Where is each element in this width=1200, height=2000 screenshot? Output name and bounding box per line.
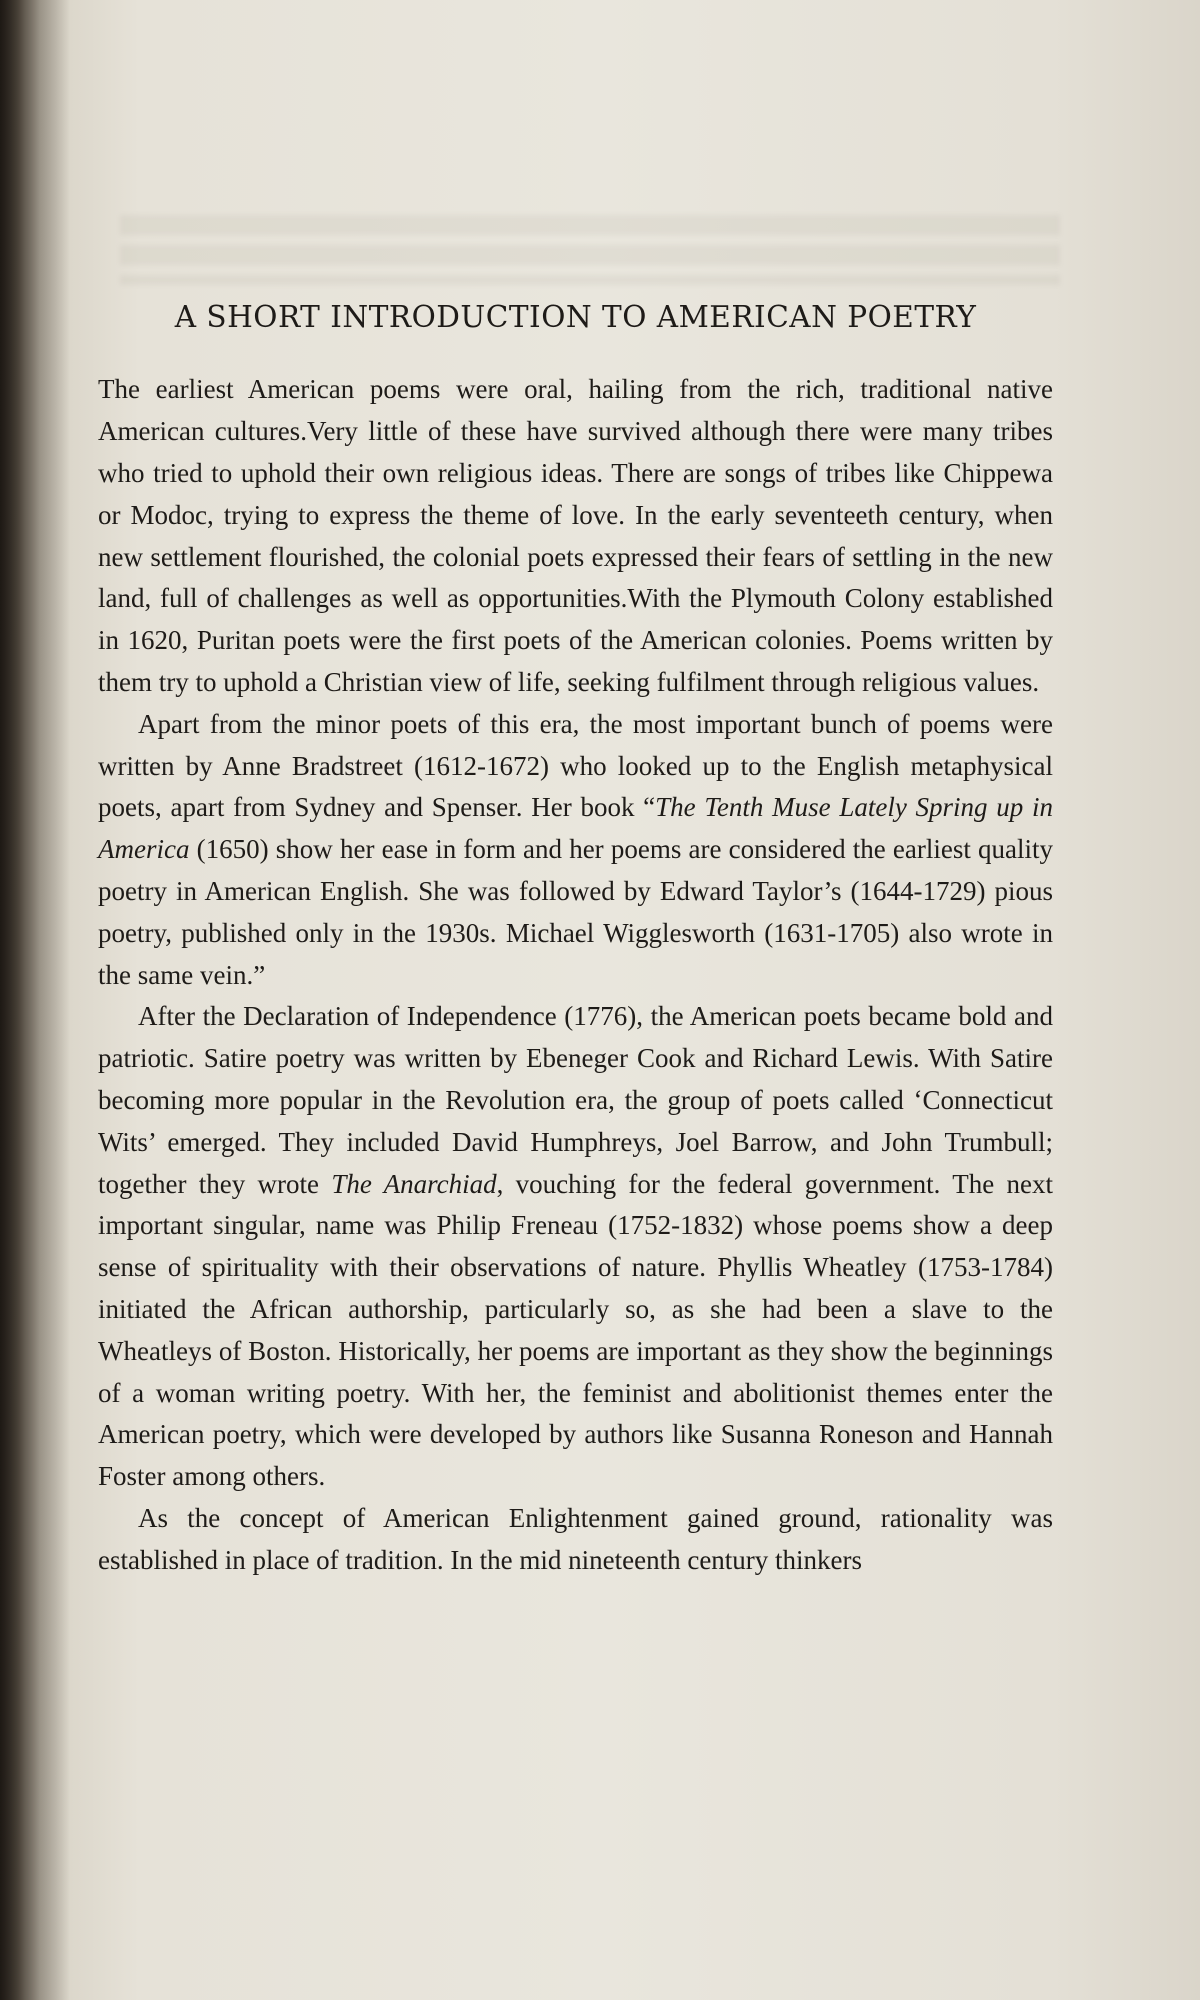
book-page xyxy=(98,300,1053,1582)
paragraph-2 xyxy=(98,704,1053,997)
chapter-heading: A SHORT INTRODUCTION TO AMERICAN POETRY xyxy=(174,300,977,334)
paragraph-1-text: The earliest American poems were oral, hailing from the rich, traditional native American cultures.Very little of these have survived although there were many tribes who tried to uphold their own religious ideas. There are songs of tribes like Chippewa or Modoc, trying to express the theme of love. In the early seventeeth century, when new settlement flourished, the colonial poets expressed their fears of settling in the new land, full of challenges as well as opportunities.With the Plymouth Colony established in 1620, Puritan poets were the first poets of the American colonies. Poems written by them try to uphold a Christian view of life, seeking fulfilment through religious values. xyxy=(98,374,1053,697)
paragraph-4 xyxy=(98,1498,1053,1582)
show-through-text xyxy=(120,205,1060,285)
paragraph-4-text: As the concept of American Enlightenment gained ground, rationality was established in place of tradition. In the mid nineteenth century thinkers xyxy=(98,1502,1053,1575)
paragraph-1 xyxy=(98,369,1053,703)
paragraph-3 xyxy=(98,996,1053,1498)
paragraph-3-text-b: , vouching for the federal government. The next important singular, name was Philip Freneau (1752-1832) whose poems show a deep sense of spirituality with their observations of nature. Phyllis Wheatley (1753-1784) initiated the African authorship, particularly so, as she had been a slave to the Wheatleys of Boston. Historically, her poems are important as they show the beginnings of a woman writing poetry. With her, the feminist and abolitionist themes enter the American poetry, which were developed by authors like Susanna Roneson and Hannah Foster among others. xyxy=(98,1168,1053,1492)
book-gutter-shadow xyxy=(0,0,70,2000)
body-text xyxy=(98,369,1053,1581)
paragraph-2-text-b: (1650) show her ease in form and her poems are considered the earliest quality poetry in American English. She was followed by Edward Taylor’s (1644-1729) pious poetry, published only in the 1930s. Michael Wigglesworth (1631-1705) also wrote in the same vein.” xyxy=(98,834,1053,990)
book-title-tenth-muse: The Tenth Muse Lately Spring up in America xyxy=(98,792,1053,865)
book-title-anarchiad: The Anarchiad xyxy=(331,1168,497,1199)
paragraph-3-text-a: After the Declaration of Independence (1776), the American poets became bold and patriotic. Satire poetry was written by Ebeneger Cook and Richard Lewis. With Satire becoming more popular in the Revolution era, the group of poets called ‘Connecticut Wits’ emerged. They included David Humphreys, Joel Barrow, and John Trumbull; together they wrote xyxy=(98,1001,1053,1199)
paragraph-2-text-a: Apart from the minor poets of this era, the most important bunch of poems were written by Anne Bradstreet (1612-1672) who looked up to the English metaphysical poets, apart from Sydney and Spenser. Her book “ xyxy=(98,708,1053,823)
